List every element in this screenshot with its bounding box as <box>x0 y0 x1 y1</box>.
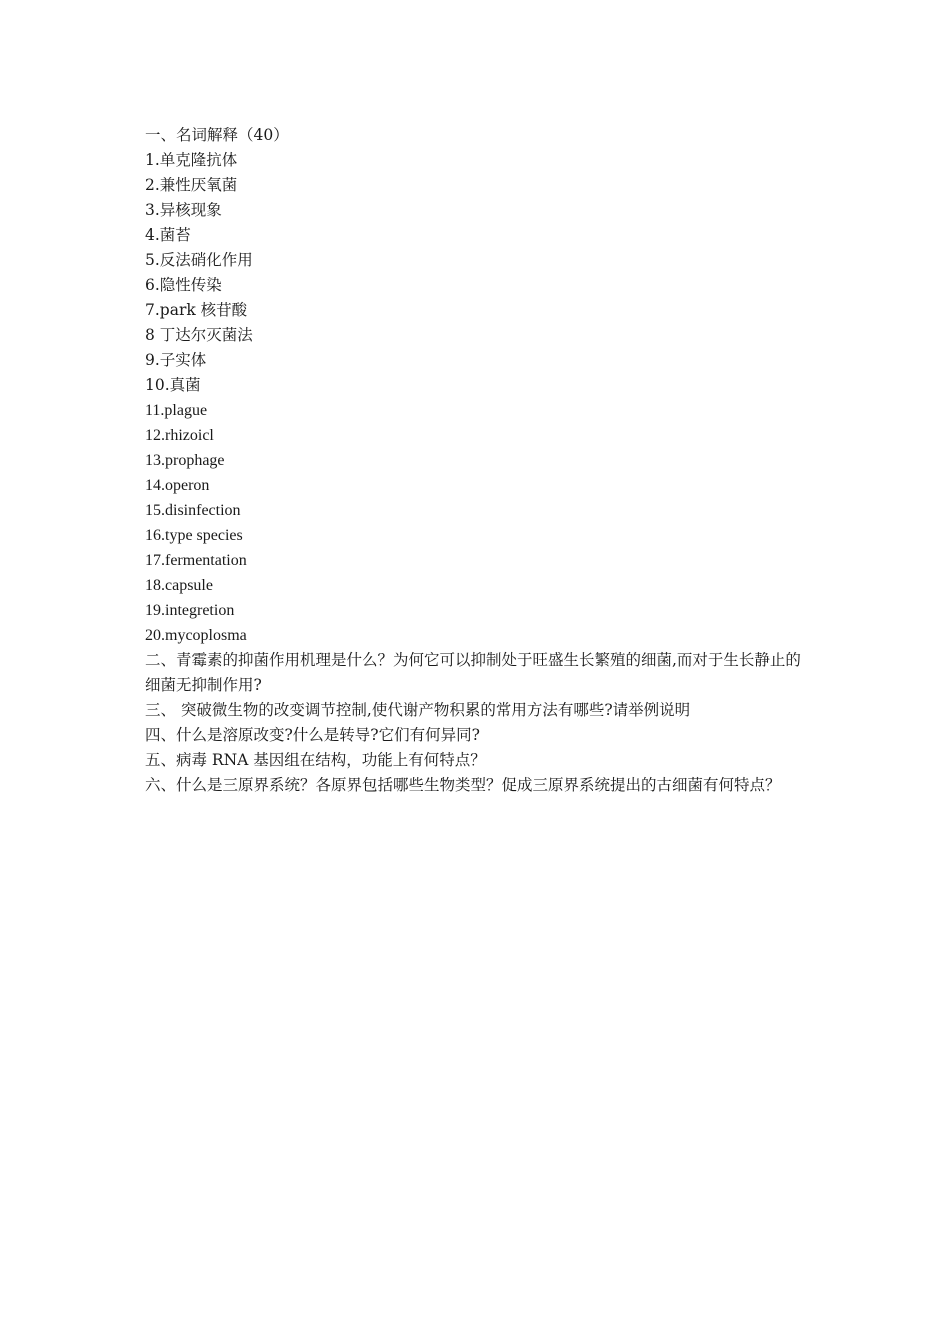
term-item: 1.单克隆抗体 <box>145 151 238 169</box>
term-item: 11.plague <box>145 402 208 419</box>
term-item: 20.mycoplosma <box>145 627 247 644</box>
question-item: 五、病毒 RNA 基因组在结构，功能上有何特点？ <box>145 751 486 769</box>
term-item: 4.菌苔 <box>145 226 191 244</box>
term-item: 18.capsule <box>145 577 213 594</box>
term-item: 6.隐性传染 <box>145 276 222 294</box>
term-item: 16.type species <box>145 527 243 544</box>
question-item: 三、 突破微生物的改变调节控制,使代谢产物积累的常用方法有哪些?请举例说明 <box>145 701 691 719</box>
term-item: 8 丁达尔灭菌法 <box>145 326 253 344</box>
term-item: 14.operon <box>145 477 210 494</box>
question-item: 二、青霉素的抑菌作用机理是什么？为何它可以抑制处于旺盛生长繁殖的细菌,而对于生长静止的细菌无抑制作用? <box>145 651 801 694</box>
term-item: 12.rhizoicl <box>145 427 214 444</box>
term-item: 9.子实体 <box>145 351 207 369</box>
term-item: 7.park 核苷酸 <box>145 301 248 319</box>
term-item: 15.disinfection <box>145 502 241 519</box>
question-item: 六、什么是三原界系统？各原界包括哪些生物类型？促成三原界系统提出的古细菌有何特点？ <box>145 776 781 794</box>
document-body <box>145 123 810 798</box>
question-item: 四、什么是溶原改变?什么是转导?它们有何异同? <box>145 726 480 744</box>
term-item: 10.真菌 <box>145 376 201 394</box>
term-item: 17.fermentation <box>145 552 247 569</box>
term-item: 13.prophage <box>145 452 225 469</box>
term-item: 5.反法硝化作用 <box>145 251 253 269</box>
section-heading-definitions: 一、名词解释（40） <box>145 126 289 144</box>
term-item: 19.integretion <box>145 602 235 619</box>
term-item: 2.兼性厌氧菌 <box>145 176 238 194</box>
term-item: 3.异核现象 <box>145 201 222 219</box>
